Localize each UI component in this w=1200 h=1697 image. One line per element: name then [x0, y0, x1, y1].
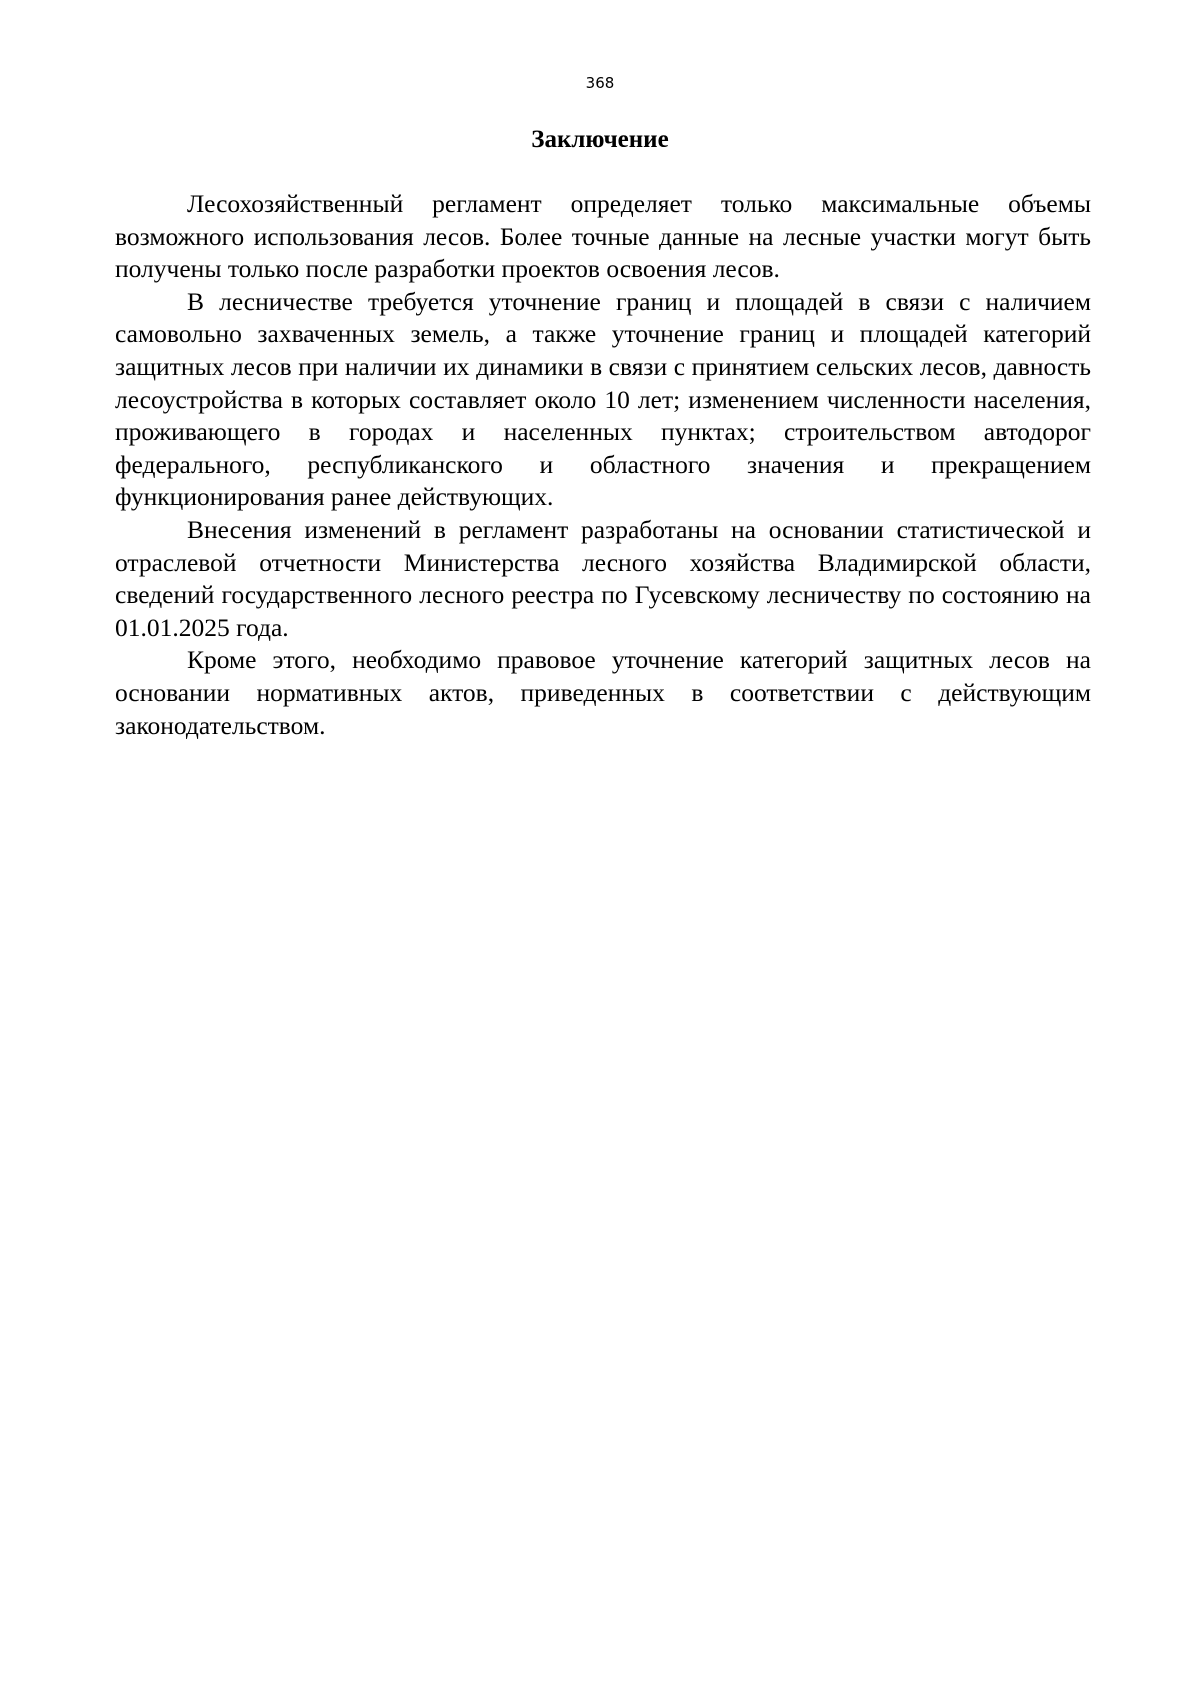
- paragraph-3: Внесения изменений в регламент разработаны на основании статистической и отраслевой отчетности Министерства лесного хозяйства Владимирской области, сведений государственного лесного реестра по Гусевскому лесничеству по состоянию на 01.01.2025 года.: [115, 514, 1091, 642]
- section-title: Заключение: [531, 126, 669, 153]
- body-text: [115, 188, 1091, 742]
- page-number: 368: [585, 74, 615, 92]
- paragraph-2: В лесничестве требуется уточнение границ и площадей в связи с наличием самовольно захваченных земель, а также уточнение границ и площадей категорий защитных лесов при наличии их динамики в связи с принятием сельских лесов, давность лесоустройства в которых составляет около 10 лет; изменением численности населения, проживающего в городах и населенных пунктах; строительством автодорог федерального, республиканского и областного значения и прекращением функционирования ранее действующих.: [115, 286, 1091, 512]
- paragraph-1: Лесохозяйственный регламент определяет только максимальные объемы возможного использования лесов. Более точные данные на лесные участки могут быть получены только после разработки проектов освоения лесов.: [115, 189, 1091, 284]
- paragraph-4: Кроме этого, необходимо правовое уточнение категорий защитных лесов на основании нормативных актов, приведенных в соответствии с действующим законодательством.: [115, 645, 1091, 740]
